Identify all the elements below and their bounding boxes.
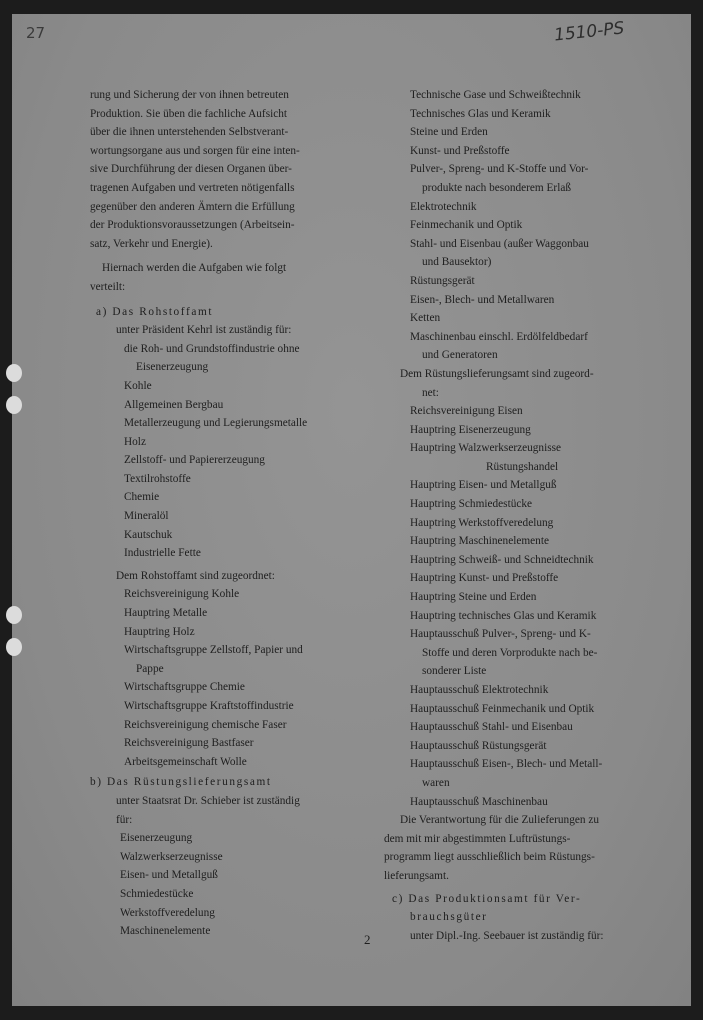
- text-line: tragenen Aufgaben und vertreten nötigenfalls: [90, 181, 295, 194]
- list-item: produkte nach besonderem Erlaß: [422, 181, 571, 194]
- list-item: Zellstoff- und Papiererzeugung: [124, 454, 265, 467]
- list-item: Schmiedestücke: [120, 887, 194, 900]
- list-item: Pulver-, Spreng- und K-Stoffe und Vor-: [410, 163, 589, 176]
- assigned-heading: Dem Rüstungslieferungsamt sind zugeord-: [400, 367, 594, 380]
- list-item: Kohle: [124, 379, 152, 392]
- list-item: Hauptausschuß Stahl- und Eisenbau: [410, 721, 573, 734]
- list-item: Hauptausschuß Pulver-, Spreng- und K-: [410, 628, 591, 641]
- text-line: wortungsorgane aus und sorgen für eine inten-: [90, 144, 300, 157]
- list-item: Reichsvereinigung Kohle: [124, 588, 240, 601]
- list-item: Feinmechanik und Optik: [410, 219, 523, 232]
- list-item: waren: [422, 776, 450, 789]
- list-item: Hauptring Schweiß- und Schneidtechnik: [410, 553, 594, 566]
- list-item: Hauptring technisches Glas und Keramik: [410, 609, 597, 622]
- list-item: Hauptausschuß Eisen-, Blech- und Metall-: [410, 758, 603, 771]
- list-item: Hauptring Schmiedestücke: [410, 498, 533, 511]
- list-item: Chemie: [124, 491, 160, 504]
- list-item: Hauptausschuß Maschinenbau: [410, 795, 548, 808]
- list-item: Hauptring Maschinenelemente: [410, 535, 549, 548]
- list-item: Hauptring Metalle: [124, 607, 208, 620]
- list-item: Werkstoffveredelung: [120, 906, 215, 919]
- list-item: Ketten: [410, 312, 441, 325]
- punch-hole: [6, 606, 22, 624]
- text-line: Produktion. Sie üben die fachliche Aufsicht: [90, 107, 288, 120]
- list-item: Allgemeinen Bergbau: [124, 398, 224, 411]
- list-item: Maschinenbau einschl. Erdölfeldbedarf: [410, 330, 588, 343]
- text-line: lieferungsamt.: [384, 869, 449, 882]
- list-item: Hauptausschuß Feinmechanik und Optik: [410, 702, 595, 715]
- list-item: Hauptring Steine und Erden: [410, 591, 537, 604]
- list-item: Hauptausschuß Rüstungsgerät: [410, 739, 547, 752]
- text-line: der Produktionsvoraussetzungen (Arbeitsein-: [90, 219, 295, 232]
- list-item: Walzwerkserzeugnisse: [120, 850, 223, 863]
- list-item: Eisenerzeugung: [136, 361, 209, 374]
- section-c-heading: c) Das Produktionsamt für Ver-: [392, 892, 582, 905]
- section-a-heading: a) Das Rohstoffamt: [96, 305, 214, 318]
- list-item: Reichsvereinigung Eisen: [410, 405, 523, 418]
- list-item: Arbeitsgemeinschaft Wolle: [124, 755, 247, 768]
- document-page: [12, 14, 691, 1006]
- corner-mark: 27: [26, 24, 46, 42]
- list-item: und Generatoren: [422, 349, 498, 362]
- list-item: Hauptring Werkstoffveredelung: [410, 516, 554, 529]
- text-line: gegenüber den anderen Ämtern die Erfüllung: [90, 200, 295, 213]
- list-item: die Roh- und Grundstoffindustrie ohne: [124, 342, 300, 355]
- list-item: Stahl- und Eisenbau (außer Waggonbau: [410, 237, 589, 250]
- text-line: sive Durchführung der diesen Organen über-: [90, 163, 292, 176]
- text-line: Die Verantwortung für die Zulieferungen zu: [400, 814, 599, 827]
- section-a-subtitle: unter Präsident Kehrl ist zuständig für:: [116, 324, 292, 337]
- list-item: Elektrotechnik: [410, 200, 477, 213]
- section-b-heading: b) Das Rüstungslieferungsamt: [90, 776, 272, 789]
- list-item: Hauptring Eisenerzeugung: [410, 423, 531, 436]
- right-column: [384, 86, 656, 945]
- list-item: Reichsvereinigung Bastfaser: [124, 737, 254, 750]
- text-line: programm liegt ausschließlich beim Rüstungs-: [384, 851, 595, 864]
- list-item: Metallerzeugung und Legierungsmetalle: [124, 417, 308, 430]
- list-item: Mineralöl: [124, 510, 169, 523]
- punch-hole: [6, 364, 22, 382]
- list-item: Eisenerzeugung: [120, 832, 193, 845]
- assigned-heading: net:: [422, 386, 439, 399]
- text-line: Hiernach werden die Aufgaben wie folgt: [102, 262, 287, 275]
- list-item: Eisen- und Metallguß: [120, 869, 218, 882]
- list-item: Maschinenelemente: [120, 925, 211, 938]
- section-b-subtitle: unter Staatsrat Dr. Schieber ist zuständig: [116, 794, 300, 807]
- list-item: Rüstungshandel: [486, 460, 559, 473]
- list-item: Wirtschaftsgruppe Kraftstoffindustrie: [124, 700, 294, 712]
- list-item: Eisen-, Blech- und Metallwaren: [410, 293, 555, 306]
- left-column: [90, 86, 362, 941]
- text-line: verteilt:: [90, 280, 126, 293]
- list-item: Hauptring Walzwerkserzeugnisse: [410, 442, 562, 455]
- list-item: Hauptring Kunst- und Preßstoffe: [410, 572, 559, 585]
- list-item: Holz: [124, 435, 146, 448]
- list-item: Technische Gase und Schweißtechnik: [410, 89, 581, 101]
- list-item: Kautschuk: [124, 528, 173, 541]
- list-item: Rüstungsgerät: [410, 274, 475, 287]
- section-b-subtitle: für:: [116, 813, 133, 826]
- list-item: Industrielle Fette: [124, 547, 201, 560]
- list-item: Hauptring Eisen- und Metallguß: [410, 479, 557, 492]
- list-item: Wirtschaftsgruppe Chemie: [124, 681, 245, 694]
- list-item: Pappe: [136, 662, 164, 675]
- handwritten-stamp: 1510-PS: [553, 18, 626, 46]
- text-line: über die ihnen unterstehenden Selbstverant-: [90, 126, 289, 139]
- list-item: sonderer Liste: [422, 665, 487, 678]
- text-line: rung und Sicherung der von ihnen betreuten: [90, 89, 289, 101]
- list-item: Hauptausschuß Elektrotechnik: [410, 684, 549, 696]
- text-line: dem mit mir abgestimmten Luftrüstungs-: [384, 832, 571, 845]
- list-item: Hauptring Holz: [124, 625, 195, 638]
- list-item: Reichsvereinigung chemische Faser: [124, 718, 287, 731]
- text-line: satz, Verkehr und Energie).: [90, 237, 213, 250]
- list-item: Wirtschaftsgruppe Zellstoff, Papier und: [124, 644, 303, 657]
- section-c-heading: brauchsgüter: [410, 911, 488, 924]
- section-c-subtitle: unter Dipl.-Ing. Seebauer ist zuständig für:: [410, 929, 604, 942]
- section-a-assigned: Dem Rohstoffamt sind zugeordnet:: [116, 569, 275, 582]
- list-item: Stoffe und deren Vorprodukte nach be-: [422, 646, 598, 659]
- list-item: Steine und Erden: [410, 126, 488, 139]
- list-item: und Bausektor): [422, 256, 492, 269]
- punch-hole: [6, 396, 22, 414]
- punch-hole: [6, 638, 22, 656]
- page-number: 2: [364, 932, 371, 947]
- list-item: Kunst- und Preßstoffe: [410, 144, 510, 157]
- list-item: Textilrohstoffe: [124, 472, 191, 485]
- list-item: Technisches Glas und Keramik: [410, 107, 551, 120]
